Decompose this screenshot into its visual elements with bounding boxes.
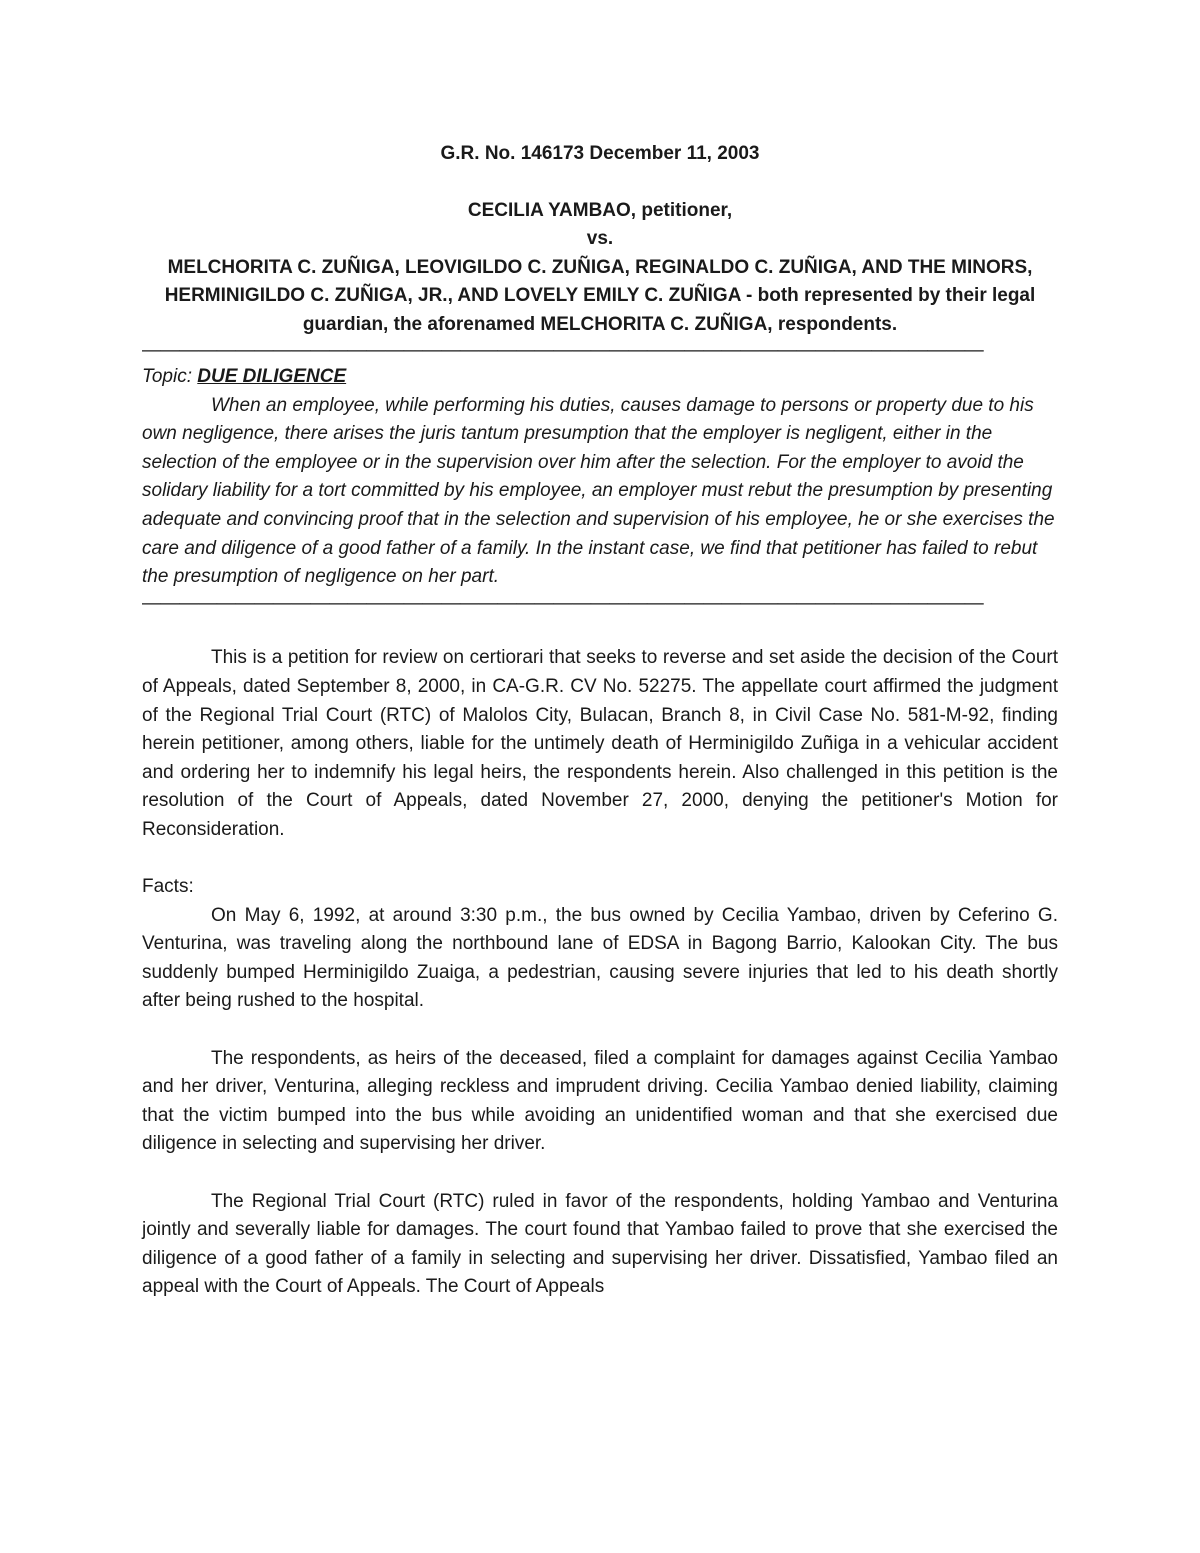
intro-paragraph: This is a petition for review on certiorari that seeks to reverse and set aside the decision of the Court of Appeals, dated September 8, 2000, in CA-G.R. CV No. 52275. The appellate court affirmed the judgment of the Regional Trial Court (RTC) of Malolos City, Bulacan, Branch 8, in Civil Case No. 581-M-92, finding herein petitioner, among others, liable for the untimely death of Herminigildo Zuñiga in a vehicular accident and ordering her to indemnify his legal heirs, the respondents herein. Also challenged in this petition is the resolution of the Court of Appeals, dated November 27, 2000, denying the petitioner's Motion for Reconsideration. — [142, 647, 1058, 840]
document-page — [142, 140, 1058, 1302]
topic-line — [142, 363, 1058, 392]
facts-paragraph-3: The Regional Trial Court (RTC) ruled in favor of the respondents, holding Yambao and Venturina jointly and severally liable for damages. The court found that Yambao failed to prove that she exercised the diligence of a good father of a family in selecting and supervising her driver. Dissatisfied, Yambao filed an appeal with the Court of Appeals. The Court of Appeals — [142, 1190, 1058, 1298]
versus-line: vs. — [586, 228, 614, 249]
facts-paragraph-1: On May 6, 1992, at around 3:30 p.m., the bus owned by Cecilia Yambao, driven by Ceferino G. Venturina, was traveling along the northbound lane of EDSA in Bagong Barrio, Kalookan City. The bus suddenly bumped Herminigildo Zuaiga, a pedestrian, causing severe injuries that led to his death shortly after being rushed to the hospital. — [142, 904, 1058, 1012]
respondents-line: MELCHORITA C. ZUÑIGA, LEOVIGILDO C. ZUÑIGA, REGINALDO C. ZUÑIGA, AND THE MINORS, HERMINIGILDO C. ZUÑIGA, JR., AND LOVELY EMILY C. ZUÑIGA - both represented by their legal guardian, the aforenamed MELCHORITA C. ZUÑIGA, respondents. — [164, 256, 1036, 335]
syllabus-paragraph: When an employee, while performing his duties, causes damage to persons or property due to his own negligence, there arises the juris tantum presumption that the employer is negligent, either in the selection of the employee or in the supervision over him after the selection. For the employer to avoid the solidary liability for a tort committed by his employee, an employer must rebut the presumption by presenting adequate and convincing proof that in the selection and supervision of his employee, he or she exercises the care and diligence of a good father of a family. In the instant case, we find that petitioner has failed to rebut the presumption of negligence on her part. — [142, 394, 1055, 588]
topic-value: DUE DILIGENCE — [197, 366, 347, 387]
divider-bottom: ————————————————————————————————————————————— — [142, 592, 984, 614]
spacer — [142, 845, 1058, 874]
spacer — [142, 1016, 1058, 1045]
case-number-date: G.R. No. 146173 December 11, 2003 — [440, 143, 760, 164]
facts-paragraph-2: The respondents, as heirs of the deceased, filed a complaint for damages against Cecilia Yambao and her driver, Venturina, alleging reckless and imprudent driving. Cecilia Yambao denied liability, claiming that the victim bumped into the bus while avoiding an unidentified woman and that she exercised due diligence in selecting and supervising her driver. — [142, 1047, 1058, 1155]
topic-label: Topic: — [142, 366, 198, 387]
petitioner-line: CECILIA YAMBAO, petitioner, — [467, 199, 733, 221]
spacer — [142, 1159, 1058, 1188]
facts-heading: Facts: — [142, 876, 194, 898]
divider-top: ————————————————————————————————————————————— — [142, 340, 984, 361]
spacer — [142, 616, 1058, 645]
